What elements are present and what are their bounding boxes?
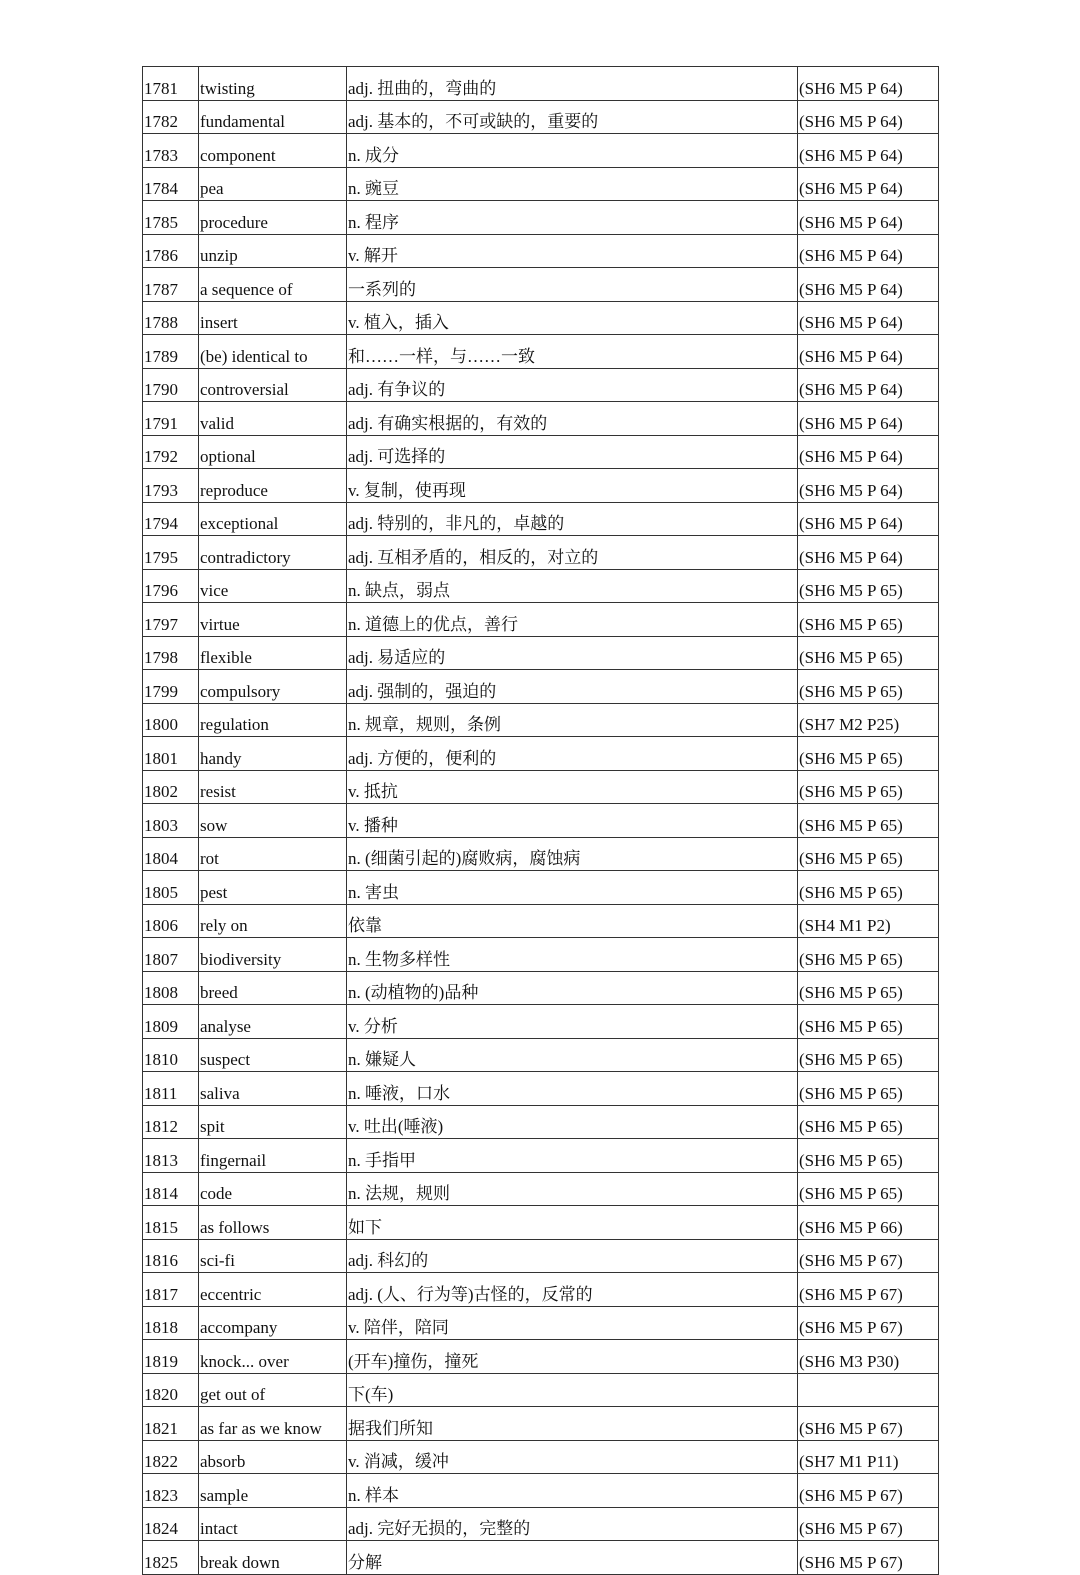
chinese-meaning: v. 陪伴，陪同: [347, 1306, 798, 1340]
table-row: [143, 301, 939, 335]
source-reference: (SH6 M3 P30): [798, 1340, 939, 1374]
chinese-meaning: n. 唾液，口水: [347, 1072, 798, 1106]
table-row: [143, 1373, 939, 1407]
source-reference: (SH6 M5 P 64): [798, 100, 939, 134]
chinese-meaning: adj. 易适应的: [347, 636, 798, 670]
chinese-meaning: v. 复制，使再现: [347, 469, 798, 503]
english-term: valid: [199, 402, 347, 436]
entry-number: 1823: [143, 1474, 199, 1508]
table-row: [143, 234, 939, 268]
entry-number: 1813: [143, 1139, 199, 1173]
english-term: component: [199, 134, 347, 168]
chinese-meaning: n. (细菌引起的)腐败病，腐蚀病: [347, 837, 798, 871]
entry-number: 1789: [143, 335, 199, 369]
table-row: [143, 1541, 939, 1575]
english-term: intact: [199, 1507, 347, 1541]
entry-number: 1798: [143, 636, 199, 670]
table-row: [143, 1273, 939, 1307]
source-reference: (SH6 M5 P 64): [798, 201, 939, 235]
table-row: [143, 469, 939, 503]
english-term: a sequence of: [199, 268, 347, 302]
table-row: [143, 1507, 939, 1541]
table-row: [143, 402, 939, 436]
chinese-meaning: 和……一样，与……一致: [347, 335, 798, 369]
source-reference: (SH6 M5 P 67): [798, 1541, 939, 1575]
chinese-meaning: n. 样本: [347, 1474, 798, 1508]
chinese-meaning: v. 抵抗: [347, 770, 798, 804]
chinese-meaning: n. 嫌疑人: [347, 1038, 798, 1072]
english-term: controversial: [199, 368, 347, 402]
entry-number: 1819: [143, 1340, 199, 1374]
entry-number: 1788: [143, 301, 199, 335]
english-term: break down: [199, 1541, 347, 1575]
english-term: insert: [199, 301, 347, 335]
entry-number: 1784: [143, 167, 199, 201]
english-term: unzip: [199, 234, 347, 268]
source-reference: (SH6 M5 P 64): [798, 402, 939, 436]
entry-number: 1782: [143, 100, 199, 134]
table-row: [143, 1038, 939, 1072]
table-row: [143, 1474, 939, 1508]
table-row: [143, 1440, 939, 1474]
chinese-meaning: 下(车): [347, 1373, 798, 1407]
table-row: [143, 1005, 939, 1039]
english-term: flexible: [199, 636, 347, 670]
entry-number: 1793: [143, 469, 199, 503]
chinese-meaning: n. 豌豆: [347, 167, 798, 201]
table-row: [143, 904, 939, 938]
entry-number: 1812: [143, 1105, 199, 1139]
english-term: vice: [199, 569, 347, 603]
chinese-meaning: n. (动植物的)品种: [347, 971, 798, 1005]
english-term: optional: [199, 435, 347, 469]
source-reference: (SH6 M5 P 65): [798, 770, 939, 804]
entry-number: 1807: [143, 938, 199, 972]
chinese-meaning: v. 解开: [347, 234, 798, 268]
english-term: analyse: [199, 1005, 347, 1039]
chinese-meaning: adj. (人、行为等)古怪的，反常的: [347, 1273, 798, 1307]
entry-number: 1797: [143, 603, 199, 637]
entry-number: 1785: [143, 201, 199, 235]
source-reference: (SH6 M5 P 64): [798, 268, 939, 302]
english-term: knock... over: [199, 1340, 347, 1374]
entry-number: 1794: [143, 502, 199, 536]
chinese-meaning: adj. 科幻的: [347, 1239, 798, 1273]
chinese-meaning: n. 成分: [347, 134, 798, 168]
table-row: [143, 770, 939, 804]
table-row: [143, 837, 939, 871]
source-reference: (SH6 M5 P 65): [798, 938, 939, 972]
table-row: [143, 603, 939, 637]
source-reference: (SH6 M5 P 65): [798, 1005, 939, 1039]
table-row: [143, 804, 939, 838]
english-term: twisting: [199, 67, 347, 101]
source-reference: (SH6 M5 P 67): [798, 1306, 939, 1340]
chinese-meaning: adj. 完好无损的，完整的: [347, 1507, 798, 1541]
entry-number: 1808: [143, 971, 199, 1005]
english-term: code: [199, 1172, 347, 1206]
english-term: sci-fi: [199, 1239, 347, 1273]
chinese-meaning: v. 播种: [347, 804, 798, 838]
english-term: procedure: [199, 201, 347, 235]
table-row: [143, 938, 939, 972]
source-reference: (SH6 M5 P 64): [798, 134, 939, 168]
entry-number: 1806: [143, 904, 199, 938]
entry-number: 1799: [143, 670, 199, 704]
english-term: contradictory: [199, 536, 347, 570]
english-term: exceptional: [199, 502, 347, 536]
source-reference: (SH6 M5 P 65): [798, 1038, 939, 1072]
source-reference: (SH4 M1 P2): [798, 904, 939, 938]
entry-number: 1817: [143, 1273, 199, 1307]
source-reference: (SH6 M5 P 65): [798, 1172, 939, 1206]
entry-number: 1792: [143, 435, 199, 469]
entry-number: 1802: [143, 770, 199, 804]
english-term: saliva: [199, 1072, 347, 1106]
chinese-meaning: n. 程序: [347, 201, 798, 235]
entry-number: 1814: [143, 1172, 199, 1206]
source-reference: (SH6 M5 P 65): [798, 1105, 939, 1139]
chinese-meaning: n. 手指甲: [347, 1139, 798, 1173]
source-reference: (SH6 M5 P 64): [798, 469, 939, 503]
entry-number: 1820: [143, 1373, 199, 1407]
entry-number: 1810: [143, 1038, 199, 1072]
table-row: [143, 636, 939, 670]
source-reference: (SH7 M2 P25): [798, 703, 939, 737]
chinese-meaning: n. 道德上的优点，善行: [347, 603, 798, 637]
english-term: suspect: [199, 1038, 347, 1072]
source-reference: (SH6 M5 P 64): [798, 301, 939, 335]
entry-number: 1822: [143, 1440, 199, 1474]
source-reference: (SH6 M5 P 65): [798, 569, 939, 603]
table-row: [143, 569, 939, 603]
table-row: [143, 201, 939, 235]
source-reference: (SH6 M5 P 64): [798, 435, 939, 469]
chinese-meaning: 一系列的: [347, 268, 798, 302]
chinese-meaning: adj. 扭曲的，弯曲的: [347, 67, 798, 101]
english-term: resist: [199, 770, 347, 804]
chinese-meaning: adj. 有争议的: [347, 368, 798, 402]
table-row: [143, 1407, 939, 1441]
table-row: [143, 1206, 939, 1240]
entry-number: 1818: [143, 1306, 199, 1340]
english-term: pea: [199, 167, 347, 201]
english-term: handy: [199, 737, 347, 771]
table-row: [143, 1340, 939, 1374]
entry-number: 1790: [143, 368, 199, 402]
source-reference: (SH6 M5 P 65): [798, 871, 939, 905]
chinese-meaning: adj. 有确实根据的，有效的: [347, 402, 798, 436]
english-term: as far as we know: [199, 1407, 347, 1441]
chinese-meaning: v. 吐出(唾液): [347, 1105, 798, 1139]
source-reference: (SH6 M5 P 64): [798, 335, 939, 369]
table-row: [143, 1072, 939, 1106]
source-reference: (SH6 M5 P 65): [798, 603, 939, 637]
source-reference: (SH6 M5 P 64): [798, 234, 939, 268]
entry-number: 1803: [143, 804, 199, 838]
entry-number: 1815: [143, 1206, 199, 1240]
table-row: [143, 871, 939, 905]
chinese-meaning: 据我们所知: [347, 1407, 798, 1441]
source-reference: (SH6 M5 P 65): [798, 737, 939, 771]
vocabulary-table: [142, 66, 939, 1575]
source-reference: (SH6 M5 P 67): [798, 1273, 939, 1307]
table-row: [143, 100, 939, 134]
entry-number: 1809: [143, 1005, 199, 1039]
english-term: regulation: [199, 703, 347, 737]
source-reference: (SH6 M5 P 64): [798, 536, 939, 570]
chinese-meaning: v. 分析: [347, 1005, 798, 1039]
chinese-meaning: (开车)撞伤，撞死: [347, 1340, 798, 1374]
entry-number: 1801: [143, 737, 199, 771]
entry-number: 1824: [143, 1507, 199, 1541]
english-term: sow: [199, 804, 347, 838]
source-reference: (SH6 M5 P 65): [798, 837, 939, 871]
table-row: [143, 536, 939, 570]
source-reference: (SH6 M5 P 65): [798, 971, 939, 1005]
table-row: [143, 1172, 939, 1206]
english-term: fundamental: [199, 100, 347, 134]
table-row: [143, 134, 939, 168]
table-row: [143, 971, 939, 1005]
entry-number: 1786: [143, 234, 199, 268]
entry-number: 1796: [143, 569, 199, 603]
table-row: [143, 268, 939, 302]
english-term: absorb: [199, 1440, 347, 1474]
table-row: [143, 368, 939, 402]
table-row: [143, 67, 939, 101]
chinese-meaning: adj. 互相矛盾的，相反的，对立的: [347, 536, 798, 570]
chinese-meaning: adj. 基本的，不可或缺的，重要的: [347, 100, 798, 134]
english-term: eccentric: [199, 1273, 347, 1307]
vocabulary-table-body: [143, 67, 939, 1575]
source-reference: (SH6 M5 P 65): [798, 804, 939, 838]
source-reference: (SH6 M5 P 67): [798, 1507, 939, 1541]
chinese-meaning: n. 法规，规则: [347, 1172, 798, 1206]
source-reference: (SH6 M5 P 66): [798, 1206, 939, 1240]
entry-number: 1804: [143, 837, 199, 871]
chinese-meaning: n. 缺点，弱点: [347, 569, 798, 603]
entry-number: 1781: [143, 67, 199, 101]
english-term: as follows: [199, 1206, 347, 1240]
chinese-meaning: n. 害虫: [347, 871, 798, 905]
source-reference: (SH6 M5 P 67): [798, 1474, 939, 1508]
chinese-meaning: adj. 方便的，便利的: [347, 737, 798, 771]
english-term: spit: [199, 1105, 347, 1139]
table-row: [143, 1239, 939, 1273]
english-term: sample: [199, 1474, 347, 1508]
entry-number: 1825: [143, 1541, 199, 1575]
table-row: [143, 502, 939, 536]
chinese-meaning: 如下: [347, 1206, 798, 1240]
table-row: [143, 167, 939, 201]
chinese-meaning: adj. 特别的，非凡的，卓越的: [347, 502, 798, 536]
chinese-meaning: 依靠: [347, 904, 798, 938]
table-row: [143, 1139, 939, 1173]
english-term: rely on: [199, 904, 347, 938]
english-term: rot: [199, 837, 347, 871]
table-row: [143, 703, 939, 737]
table-row: [143, 1306, 939, 1340]
entry-number: 1821: [143, 1407, 199, 1441]
table-row: [143, 670, 939, 704]
source-reference: [798, 1373, 939, 1407]
entry-number: 1787: [143, 268, 199, 302]
chinese-meaning: n. 规章，规则，条例: [347, 703, 798, 737]
english-term: get out of: [199, 1373, 347, 1407]
chinese-meaning: adj. 强制的，强迫的: [347, 670, 798, 704]
source-reference: (SH6 M5 P 64): [798, 67, 939, 101]
english-term: fingernail: [199, 1139, 347, 1173]
source-reference: (SH6 M5 P 65): [798, 1139, 939, 1173]
table-row: [143, 335, 939, 369]
chinese-meaning: 分解: [347, 1541, 798, 1575]
source-reference: (SH6 M5 P 65): [798, 636, 939, 670]
entry-number: 1811: [143, 1072, 199, 1106]
source-reference: (SH6 M5 P 67): [798, 1407, 939, 1441]
source-reference: (SH6 M5 P 67): [798, 1239, 939, 1273]
table-row: [143, 435, 939, 469]
chinese-meaning: v. 植入，插入: [347, 301, 798, 335]
chinese-meaning: n. 生物多样性: [347, 938, 798, 972]
source-reference: (SH6 M5 P 64): [798, 368, 939, 402]
english-term: biodiversity: [199, 938, 347, 972]
english-term: (be) identical to: [199, 335, 347, 369]
english-term: accompany: [199, 1306, 347, 1340]
entry-number: 1795: [143, 536, 199, 570]
entry-number: 1783: [143, 134, 199, 168]
english-term: virtue: [199, 603, 347, 637]
english-term: reproduce: [199, 469, 347, 503]
entry-number: 1800: [143, 703, 199, 737]
entry-number: 1816: [143, 1239, 199, 1273]
table-row: [143, 737, 939, 771]
table-row: [143, 1105, 939, 1139]
english-term: breed: [199, 971, 347, 1005]
source-reference: (SH6 M5 P 64): [798, 502, 939, 536]
english-term: compulsory: [199, 670, 347, 704]
source-reference: (SH6 M5 P 65): [798, 670, 939, 704]
source-reference: (SH6 M5 P 65): [798, 1072, 939, 1106]
chinese-meaning: adj. 可选择的: [347, 435, 798, 469]
entry-number: 1791: [143, 402, 199, 436]
chinese-meaning: v. 消减，缓冲: [347, 1440, 798, 1474]
source-reference: (SH7 M1 P11): [798, 1440, 939, 1474]
english-term: pest: [199, 871, 347, 905]
entry-number: 1805: [143, 871, 199, 905]
source-reference: (SH6 M5 P 64): [798, 167, 939, 201]
